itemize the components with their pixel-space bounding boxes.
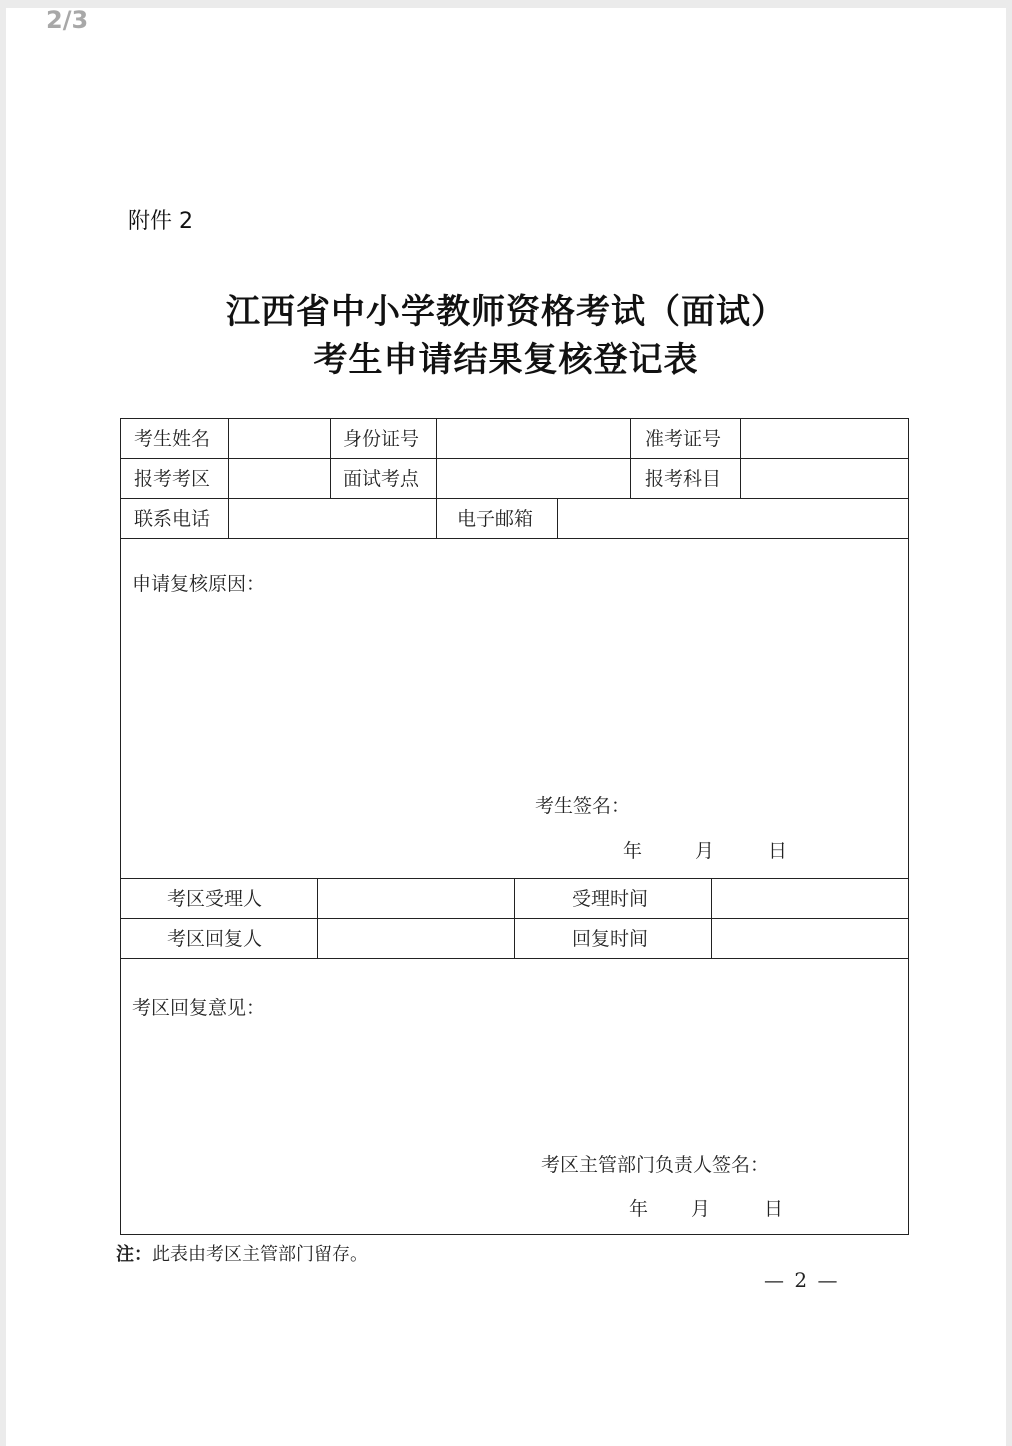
candidate-signature-label: 考生签名： bbox=[535, 795, 631, 817]
receive-time-field[interactable] bbox=[714, 879, 904, 919]
attachment-label: 附件 2 bbox=[128, 209, 193, 234]
reason-date-day: 日 bbox=[768, 840, 788, 862]
ticket-number-field[interactable] bbox=[743, 419, 903, 459]
col-divider bbox=[228, 419, 229, 499]
col-divider bbox=[228, 498, 229, 539]
district-reply-field[interactable] bbox=[132, 1023, 892, 1143]
exam-district-field[interactable] bbox=[231, 459, 329, 499]
name-field[interactable] bbox=[231, 419, 329, 459]
phone-field[interactable] bbox=[231, 499, 431, 539]
id-number-label: 身份证号 bbox=[343, 428, 420, 450]
form-title-line2: 考生申请结果复核登记表 bbox=[313, 340, 699, 380]
supervisor-signature-label: 考区主管部门负责人签名： bbox=[541, 1154, 770, 1176]
exam-subject-field[interactable] bbox=[743, 459, 903, 499]
col-divider bbox=[317, 878, 318, 959]
page-number: — 2 — bbox=[764, 1268, 840, 1292]
replier-field[interactable] bbox=[320, 919, 510, 959]
review-reason-field[interactable] bbox=[132, 599, 892, 789]
col-divider bbox=[740, 419, 741, 499]
col-divider bbox=[711, 878, 712, 959]
reason-date-month: 月 bbox=[695, 840, 715, 862]
phone-label: 联系电话 bbox=[134, 508, 211, 530]
page-indicator: 2/3 bbox=[46, 6, 89, 34]
col-divider bbox=[330, 419, 331, 499]
reply-date-month: 月 bbox=[691, 1198, 711, 1220]
form-title-line1: 江西省中小学教师资格考试（面试） bbox=[226, 292, 786, 332]
footer-note bbox=[116, 1240, 368, 1266]
col-divider bbox=[630, 419, 631, 499]
district-reply-label: 考区回复意见： bbox=[132, 997, 266, 1019]
exam-subject-label: 报考科目 bbox=[645, 468, 722, 490]
col-divider bbox=[557, 498, 558, 539]
reason-date-year: 年 bbox=[623, 840, 643, 862]
review-reason-label: 申请复核原因： bbox=[132, 573, 266, 595]
col-divider bbox=[436, 419, 437, 539]
interview-site-field[interactable] bbox=[439, 459, 629, 499]
reply-date-day: 日 bbox=[764, 1198, 784, 1220]
email-label: 电子邮箱 bbox=[457, 508, 534, 530]
reply-time-field[interactable] bbox=[714, 919, 904, 959]
id-number-field[interactable] bbox=[439, 419, 629, 459]
ticket-number-label: 准考证号 bbox=[645, 428, 722, 450]
receiver-label: 考区受理人 bbox=[167, 888, 263, 910]
receiver-field[interactable] bbox=[320, 879, 510, 919]
note-prefix: 注： bbox=[116, 1244, 152, 1265]
replier-label: 考区回复人 bbox=[167, 928, 263, 950]
col-divider bbox=[514, 878, 515, 959]
note-text: 此表由考区主管部门留存。 bbox=[152, 1244, 368, 1265]
name-label: 考生姓名 bbox=[134, 428, 211, 450]
email-field[interactable] bbox=[561, 499, 901, 539]
reply-date-year: 年 bbox=[629, 1198, 649, 1220]
exam-district-label: 报考考区 bbox=[134, 468, 211, 490]
registration-form-table bbox=[120, 418, 909, 1235]
receive-time-label: 受理时间 bbox=[572, 888, 649, 910]
interview-site-label: 面试考点 bbox=[343, 468, 420, 490]
reply-time-label: 回复时间 bbox=[572, 928, 649, 950]
